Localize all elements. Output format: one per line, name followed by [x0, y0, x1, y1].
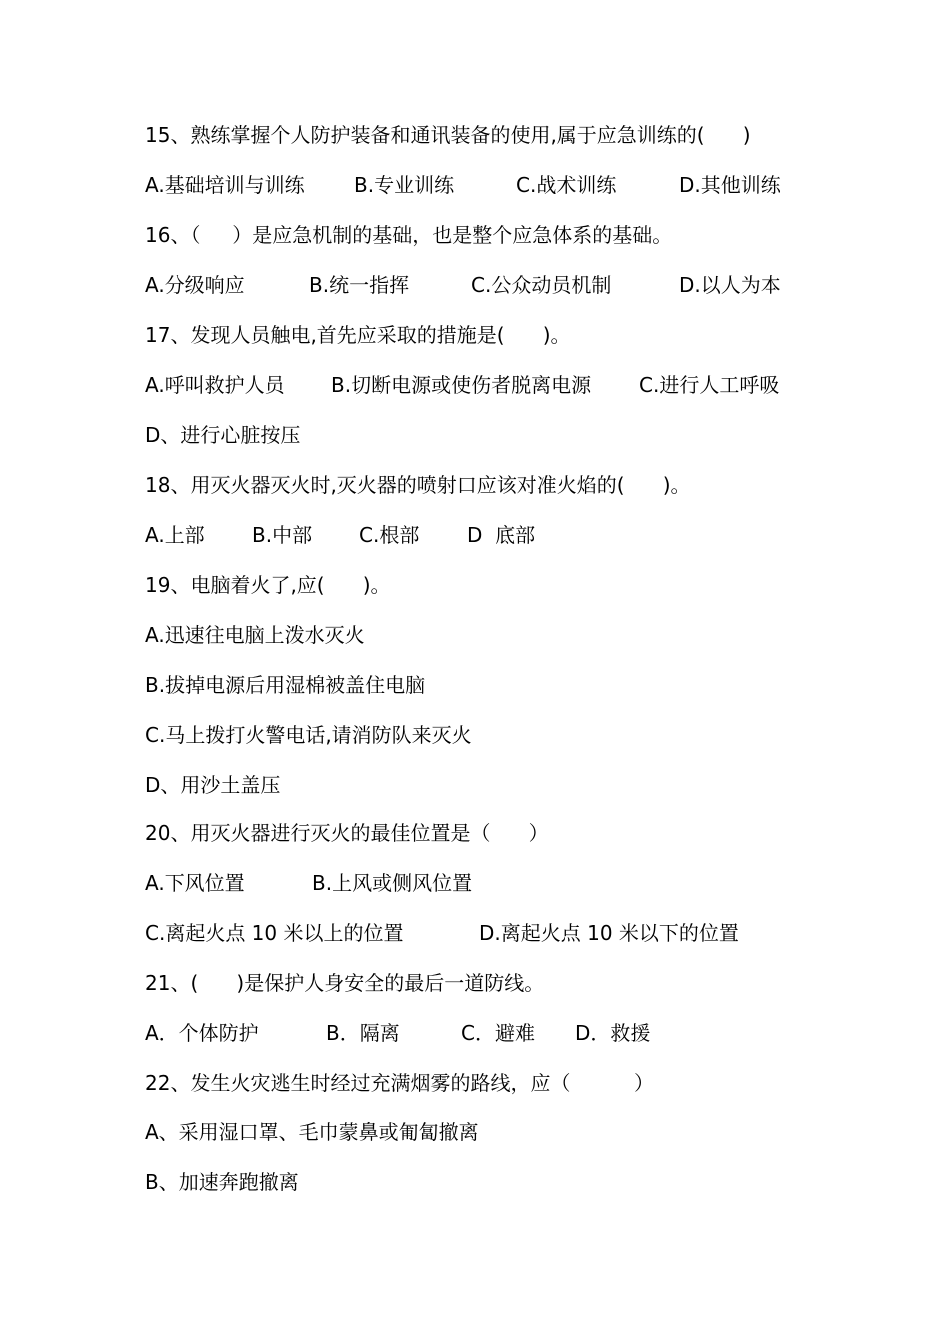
question-19-option-c: C.马上拨打火警电话,请消防队来灭火	[145, 723, 472, 747]
question-21-option-b: B．隔离	[326, 1021, 400, 1045]
question-18-options	[145, 520, 536, 550]
question-15-option-b: B.专业训练	[354, 173, 455, 197]
question-17-option-d: D、进行心脏按压	[145, 423, 301, 447]
question-20-option-d: D.离起火点 10 米以下的位置	[479, 921, 739, 945]
question-17-options	[145, 370, 780, 400]
question-19-option-b: B.拔掉电源后用湿棉被盖住电脑	[145, 673, 426, 697]
question-18-stem: 18、用灭火器灭火时,灭火器的喷射口应该对准火焰的( )。	[145, 473, 691, 497]
question-16-option-a: A.分级响应	[145, 273, 245, 297]
question-19-option-d: D、用沙土盖压	[145, 773, 281, 797]
question-20-stem: 20、用灭火器进行灭火的最佳位置是（ ）	[145, 821, 549, 845]
question-20-options-row1	[145, 868, 473, 898]
question-21-stem: 21、( )是保护人身安全的最后一道防线。	[145, 971, 545, 995]
question-15-stem: 15、熟练掌握个人防护装备和通讯装备的使用,属于应急训练的( )	[145, 123, 751, 147]
question-15-option-a: A.基础培训与训练	[145, 173, 305, 197]
question-19-option-a: A.迅速往电脑上泼水灭火	[145, 623, 365, 647]
question-22-stem: 22、发生火灾逃生时经过充满烟雾的路线，应（ ）	[145, 1071, 655, 1095]
question-18-option-c: C.根部	[359, 523, 420, 547]
question-20-option-a: A.下风位置	[145, 871, 245, 895]
question-15-option-c: C.战术训练	[516, 173, 617, 197]
question-18-option-b: B.中部	[252, 523, 313, 547]
question-22-option-a: A、采用湿口罩、毛巾蒙鼻或匍匐撤离	[145, 1120, 479, 1144]
question-16-option-d: D.以人为本	[679, 273, 781, 297]
question-21-option-d: D．救援	[575, 1021, 651, 1045]
question-21-option-c: C．避难	[461, 1021, 535, 1045]
question-19-stem: 19、电脑着火了,应( )。	[145, 573, 391, 597]
question-15-option-d: D.其他训练	[679, 173, 781, 197]
question-16-option-c: C.公众动员机制	[471, 273, 612, 297]
question-21-option-a: A．个体防护	[145, 1021, 259, 1045]
question-22-option-b: B、加速奔跑撤离	[145, 1170, 299, 1194]
question-17-option-c: C.进行人工呼吸	[639, 373, 780, 397]
question-17-option-a: A.呼叫救护人员	[145, 373, 285, 397]
question-16-stem: 16、（ ）是应急机制的基础，也是整个应急体系的基础。	[145, 223, 673, 247]
question-15-options	[145, 170, 781, 200]
question-18-option-d: D 底部	[467, 523, 536, 547]
question-17-option-b: B.切断电源或使伤者脱离电源	[331, 373, 592, 397]
question-16-option-b: B.统一指挥	[309, 273, 410, 297]
question-16-options	[145, 270, 781, 300]
question-18-option-a: A.上部	[145, 523, 205, 547]
question-20-options-row2	[145, 918, 739, 948]
question-20-option-b: B.上风或侧风位置	[312, 871, 473, 895]
question-20-option-c: C.离起火点 10 米以上的位置	[145, 921, 404, 945]
question-21-options	[145, 1018, 651, 1048]
question-17-stem: 17、发现人员触电,首先应采取的措施是( )。	[145, 323, 571, 347]
